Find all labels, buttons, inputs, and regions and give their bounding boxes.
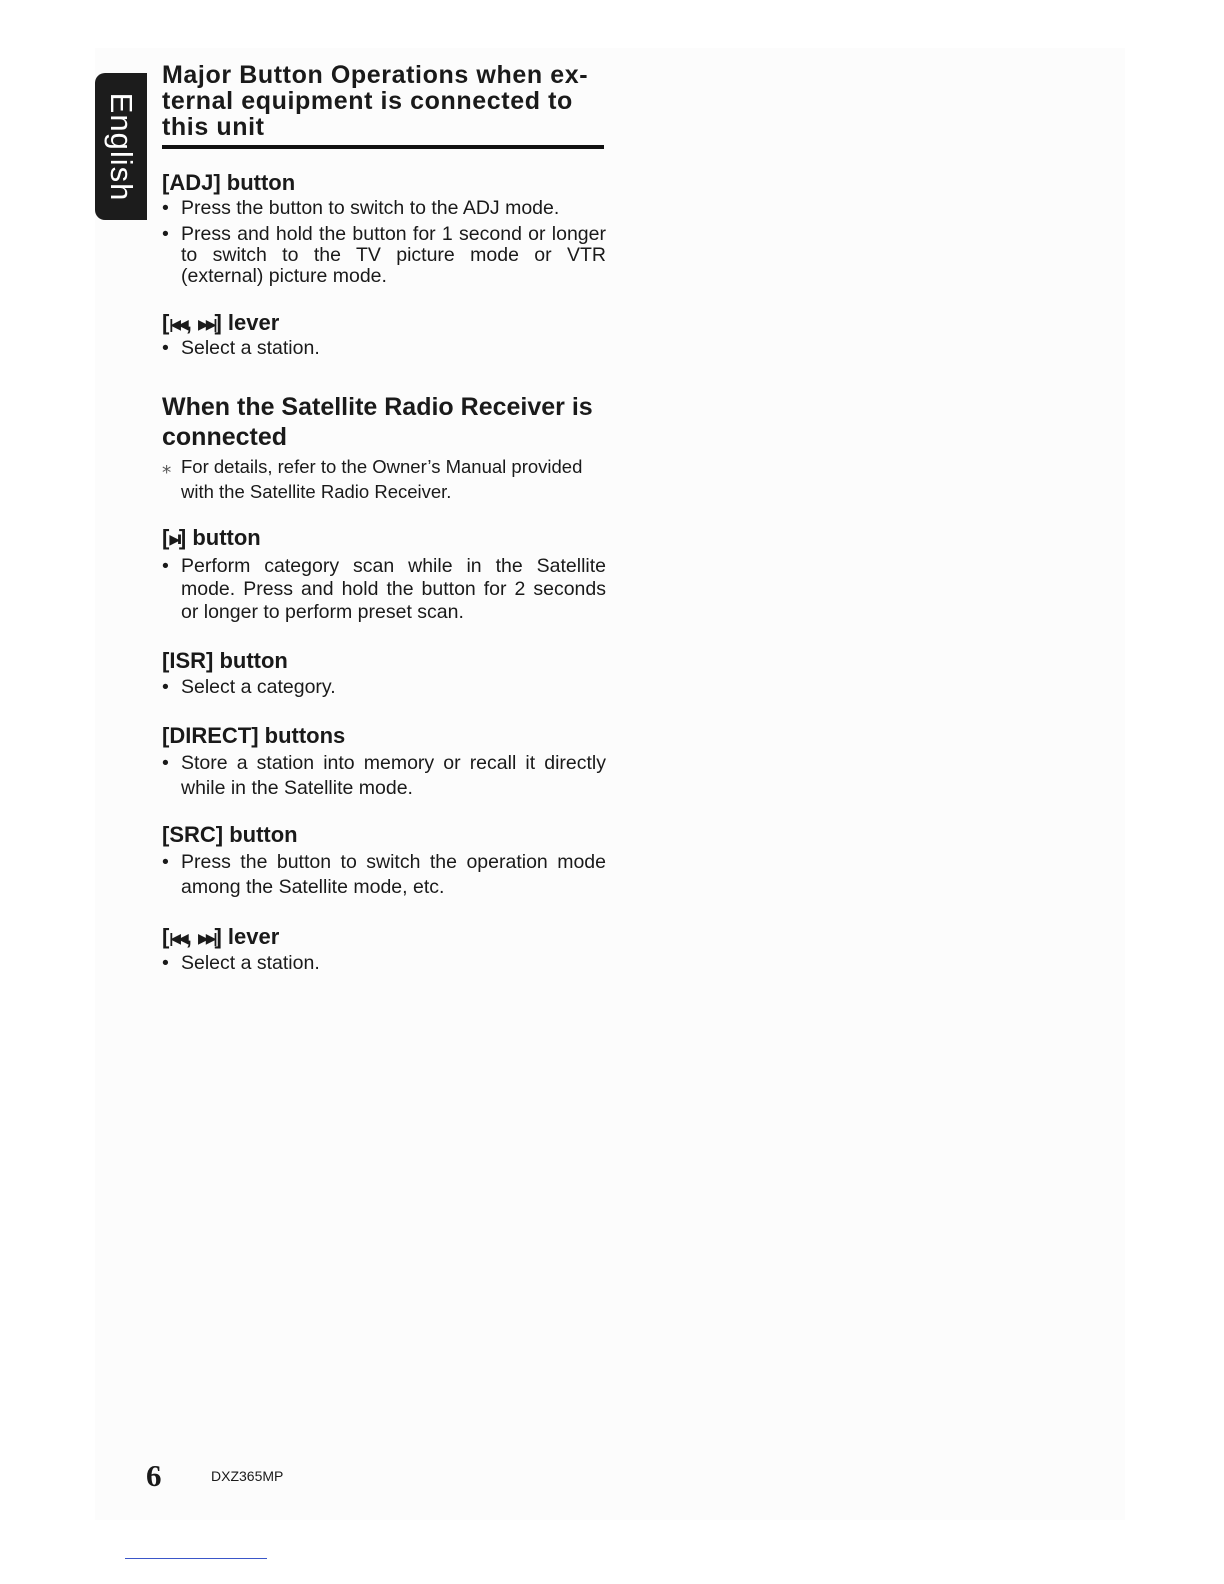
page-number: 6	[146, 1458, 162, 1493]
page-title-line: Major Button Operations when ex-	[162, 61, 589, 89]
item-bullets	[162, 198, 606, 287]
isr-button-item	[162, 648, 606, 698]
item-heading: [ISR] button	[162, 648, 288, 673]
play-pause-icon: ▶II	[169, 531, 179, 547]
language-tab	[95, 73, 147, 220]
model-name: DXZ365MP	[211, 1468, 284, 1484]
bullet-text: • Select a category.	[162, 677, 606, 698]
item-bullets	[162, 751, 606, 801]
item-heading: [▶II] button	[162, 525, 261, 550]
src-button-item	[162, 822, 606, 900]
bullet-text: • Select a station.	[162, 953, 606, 974]
bottom-link-line	[125, 1558, 267, 1559]
page-title	[162, 62, 606, 140]
item-heading: [|◀◀, ▶▶|] lever	[162, 924, 280, 949]
item-bullets	[162, 338, 606, 359]
item-heading: [DIRECT] buttons	[162, 723, 346, 748]
title-rule	[162, 145, 604, 149]
page-title-line: this unit	[162, 113, 265, 141]
skip-forward-icon: ▶▶|	[198, 316, 215, 332]
item-bullets	[162, 555, 606, 624]
direct-buttons-item	[162, 723, 606, 801]
skip-back-icon: |◀◀	[169, 316, 186, 332]
skip-forward-icon: ▶▶|	[198, 930, 215, 946]
skip-back-icon: |◀◀	[169, 930, 186, 946]
item-heading: [SRC] button	[162, 822, 298, 847]
lever-item	[162, 924, 606, 974]
item-heading: [|◀◀, ▶▶|] lever	[162, 310, 280, 335]
bullet-text: • Press the button to switch to the ADJ mode.	[162, 198, 606, 219]
page-title-line: ternal equipment is connected to	[162, 87, 573, 115]
play-pause-button-item	[162, 525, 606, 624]
content-column	[162, 62, 606, 974]
bullet-text: • Press and hold the button for 1 second or longer to switch to the TV picture mode or VTR (external) picture mode.	[162, 224, 606, 287]
lever-item	[162, 310, 606, 359]
satellite-section-title: When the Satellite Radio Receiver is connected	[162, 393, 593, 451]
item-bullets	[162, 850, 606, 900]
bullet-text: • Store a station into memory or recall it directly while in the Satellite mode.	[162, 751, 606, 801]
bullet-text: • Select a station.	[162, 338, 606, 359]
satellite-note: ⁎ For details, refer to the Owner’s Manual provided with the Satellite Radio Receiver.	[162, 454, 606, 504]
item-bullets	[162, 677, 606, 698]
item-heading: [ADJ] button	[162, 170, 296, 195]
bullet-text: • Press the button to switch the operation mode among the Satellite mode, etc.	[162, 850, 606, 900]
bullet-text: • Perform category scan while in the Satellite mode. Press and hold the button for 2 seconds or longer to perform preset scan.	[162, 555, 606, 624]
language-tab-label: English	[104, 92, 139, 201]
adj-button-item	[162, 170, 606, 287]
item-bullets	[162, 953, 606, 974]
